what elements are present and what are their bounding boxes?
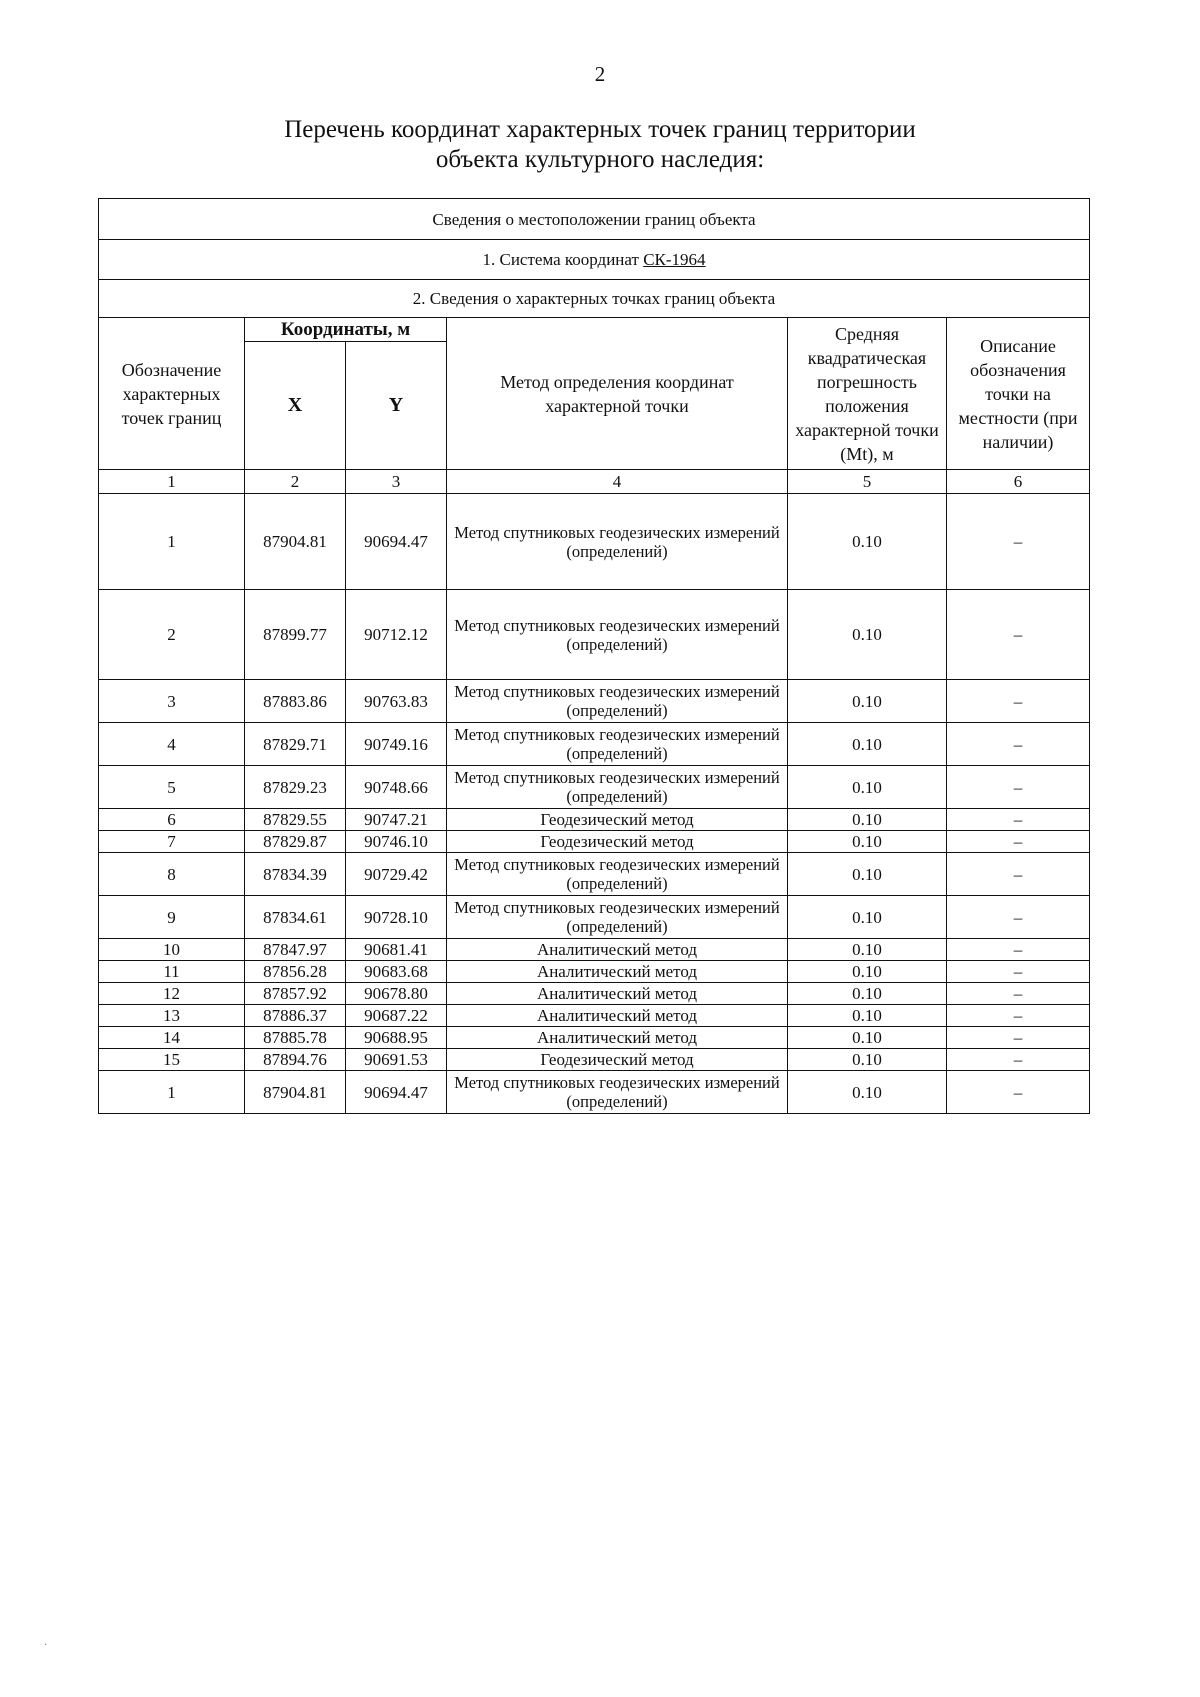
header-method: Метод определения координат характерной точки	[447, 318, 788, 470]
point-cell: 10	[99, 939, 245, 961]
x-coordinate-cell: 87834.61	[245, 896, 346, 939]
y-coordinate-cell: 90749.16	[346, 723, 447, 766]
header-point-designation: Обозначение характерных точек границ	[99, 318, 245, 470]
table-row	[99, 1027, 1090, 1049]
section-caption: Сведения о местоположении границ объекта	[99, 199, 1090, 240]
table-row	[99, 939, 1090, 961]
y-coordinate-cell: 90763.83	[346, 680, 447, 723]
header-y: Y	[346, 342, 447, 470]
mean-error-cell: 0.10	[788, 831, 947, 853]
point-cell: 1	[99, 1071, 245, 1114]
x-coordinate-cell: 87904.81	[245, 1071, 346, 1114]
point-cell: 11	[99, 961, 245, 983]
method-cell: Метод спутниковых геодезических измерений (определений)	[447, 853, 788, 896]
table-row	[99, 809, 1090, 831]
point-cell: 12	[99, 983, 245, 1005]
y-coordinate-cell: 90678.80	[346, 983, 447, 1005]
x-coordinate-cell: 87834.39	[245, 853, 346, 896]
x-coordinate-cell: 87894.76	[245, 1049, 346, 1071]
y-coordinate-cell: 90728.10	[346, 896, 447, 939]
method-cell: Метод спутниковых геодезических измерений (определений)	[447, 680, 788, 723]
mean-error-cell: 0.10	[788, 494, 947, 590]
point-cell: 6	[99, 809, 245, 831]
y-coordinate-cell: 90687.22	[346, 1005, 447, 1027]
point-cell: 3	[99, 680, 245, 723]
document-title-line-2: объекта культурного наследия:	[435, 146, 765, 173]
y-coordinate-cell: 90691.53	[346, 1049, 447, 1071]
y-coordinate-cell: 90688.95	[346, 1027, 447, 1049]
description-cell: –	[947, 590, 1090, 680]
description-cell: –	[947, 939, 1090, 961]
method-cell: Аналитический метод	[447, 1005, 788, 1027]
method-cell: Аналитический метод	[447, 983, 788, 1005]
point-cell: 7	[99, 831, 245, 853]
method-cell: Геодезический метод	[447, 831, 788, 853]
x-coordinate-cell: 87829.55	[245, 809, 346, 831]
point-cell: 9	[99, 896, 245, 939]
table-row	[99, 680, 1090, 723]
description-cell: –	[947, 831, 1090, 853]
x-coordinate-cell: 87885.78	[245, 1027, 346, 1049]
point-cell: 15	[99, 1049, 245, 1071]
table-row	[99, 831, 1090, 853]
method-cell: Аналитический метод	[447, 961, 788, 983]
point-cell: 5	[99, 766, 245, 809]
column-number: 2	[245, 470, 346, 494]
coordinate-system-row	[99, 240, 1090, 280]
document-title-line-1: Перечень координат характерных точек границ территории	[284, 116, 916, 143]
point-cell: 4	[99, 723, 245, 766]
table-row	[99, 1049, 1090, 1071]
x-coordinate-cell: 87829.23	[245, 766, 346, 809]
mean-error-cell: 0.10	[788, 983, 947, 1005]
coordinate-system-label: 1. Система координат	[482, 250, 639, 269]
header-x: X	[245, 342, 346, 470]
mean-error-cell: 0.10	[788, 809, 947, 831]
table-row	[99, 896, 1090, 939]
y-coordinate-cell: 90747.21	[346, 809, 447, 831]
x-coordinate-cell: 87883.86	[245, 680, 346, 723]
point-cell: 1	[99, 494, 245, 590]
mean-error-cell: 0.10	[788, 723, 947, 766]
method-cell: Метод спутниковых геодезических измерений (определений)	[447, 494, 788, 590]
mean-error-cell: 0.10	[788, 1071, 947, 1114]
description-cell: –	[947, 1071, 1090, 1114]
points-caption: 2. Сведения о характерных точках границ объекта	[99, 280, 1090, 318]
y-coordinate-cell: 90683.68	[346, 961, 447, 983]
coordinates-table	[98, 198, 1090, 1114]
point-cell: 14	[99, 1027, 245, 1049]
x-coordinate-cell: 87847.97	[245, 939, 346, 961]
table-row	[99, 853, 1090, 896]
mean-error-cell: 0.10	[788, 1027, 947, 1049]
table-row	[99, 983, 1090, 1005]
header-mean-error: Средняя квадратическая погрешность положения характерной точки (Мt), м	[788, 318, 947, 470]
method-cell: Метод спутниковых геодезических измерений (определений)	[447, 1071, 788, 1114]
column-number: 6	[947, 470, 1090, 494]
table-row	[99, 590, 1090, 680]
y-coordinate-cell: 90748.66	[346, 766, 447, 809]
point-cell: 13	[99, 1005, 245, 1027]
description-cell: –	[947, 766, 1090, 809]
method-cell: Метод спутниковых геодезических измерений (определений)	[447, 590, 788, 680]
y-coordinate-cell: 90694.47	[346, 494, 447, 590]
method-cell: Аналитический метод	[447, 939, 788, 961]
table-row	[99, 961, 1090, 983]
y-coordinate-cell: 90729.42	[346, 853, 447, 896]
mean-error-cell: 0.10	[788, 680, 947, 723]
table-row	[99, 1005, 1090, 1027]
description-cell: –	[947, 1005, 1090, 1027]
x-coordinate-cell: 87886.37	[245, 1005, 346, 1027]
point-cell: 2	[99, 590, 245, 680]
y-coordinate-cell: 90746.10	[346, 831, 447, 853]
column-number: 3	[346, 470, 447, 494]
mean-error-cell: 0.10	[788, 766, 947, 809]
scan-speck: ·	[44, 1640, 48, 1651]
method-cell: Геодезический метод	[447, 1049, 788, 1071]
coordinate-system-code: СК-1964	[643, 250, 706, 269]
description-cell: –	[947, 723, 1090, 766]
method-cell: Метод спутниковых геодезических измерений (определений)	[447, 896, 788, 939]
column-number: 4	[447, 470, 788, 494]
method-cell: Геодезический метод	[447, 809, 788, 831]
description-cell: –	[947, 1027, 1090, 1049]
mean-error-cell: 0.10	[788, 1005, 947, 1027]
x-coordinate-cell: 87899.77	[245, 590, 346, 680]
description-cell: –	[947, 809, 1090, 831]
x-coordinate-cell: 87857.92	[245, 983, 346, 1005]
method-cell: Метод спутниковых геодезических измерений (определений)	[447, 766, 788, 809]
x-coordinate-cell: 87829.71	[245, 723, 346, 766]
description-cell: –	[947, 896, 1090, 939]
point-cell: 8	[99, 853, 245, 896]
description-cell: –	[947, 1049, 1090, 1071]
x-coordinate-cell: 87856.28	[245, 961, 346, 983]
table-row	[99, 766, 1090, 809]
method-cell: Аналитический метод	[447, 1027, 788, 1049]
mean-error-cell: 0.10	[788, 939, 947, 961]
document-title	[0, 115, 1200, 175]
mean-error-cell: 0.10	[788, 1049, 947, 1071]
column-number: 1	[99, 470, 245, 494]
header-coordinates: Координаты, м	[245, 318, 447, 342]
y-coordinate-cell: 90712.12	[346, 590, 447, 680]
column-number: 5	[788, 470, 947, 494]
mean-error-cell: 0.10	[788, 853, 947, 896]
mean-error-cell: 0.10	[788, 590, 947, 680]
description-cell: –	[947, 983, 1090, 1005]
x-coordinate-cell: 87829.87	[245, 831, 346, 853]
header-description: Описание обозначения точки на местности (при наличии)	[947, 318, 1090, 470]
description-cell: –	[947, 853, 1090, 896]
description-cell: –	[947, 494, 1090, 590]
y-coordinate-cell: 90681.41	[346, 939, 447, 961]
description-cell: –	[947, 680, 1090, 723]
method-cell: Метод спутниковых геодезических измерений (определений)	[447, 723, 788, 766]
x-coordinate-cell: 87904.81	[245, 494, 346, 590]
table-row	[99, 1071, 1090, 1114]
y-coordinate-cell: 90694.47	[346, 1071, 447, 1114]
description-cell: –	[947, 961, 1090, 983]
table-row	[99, 723, 1090, 766]
mean-error-cell: 0.10	[788, 961, 947, 983]
mean-error-cell: 0.10	[788, 896, 947, 939]
page-number: 2	[594, 62, 606, 86]
table-row	[99, 494, 1090, 590]
